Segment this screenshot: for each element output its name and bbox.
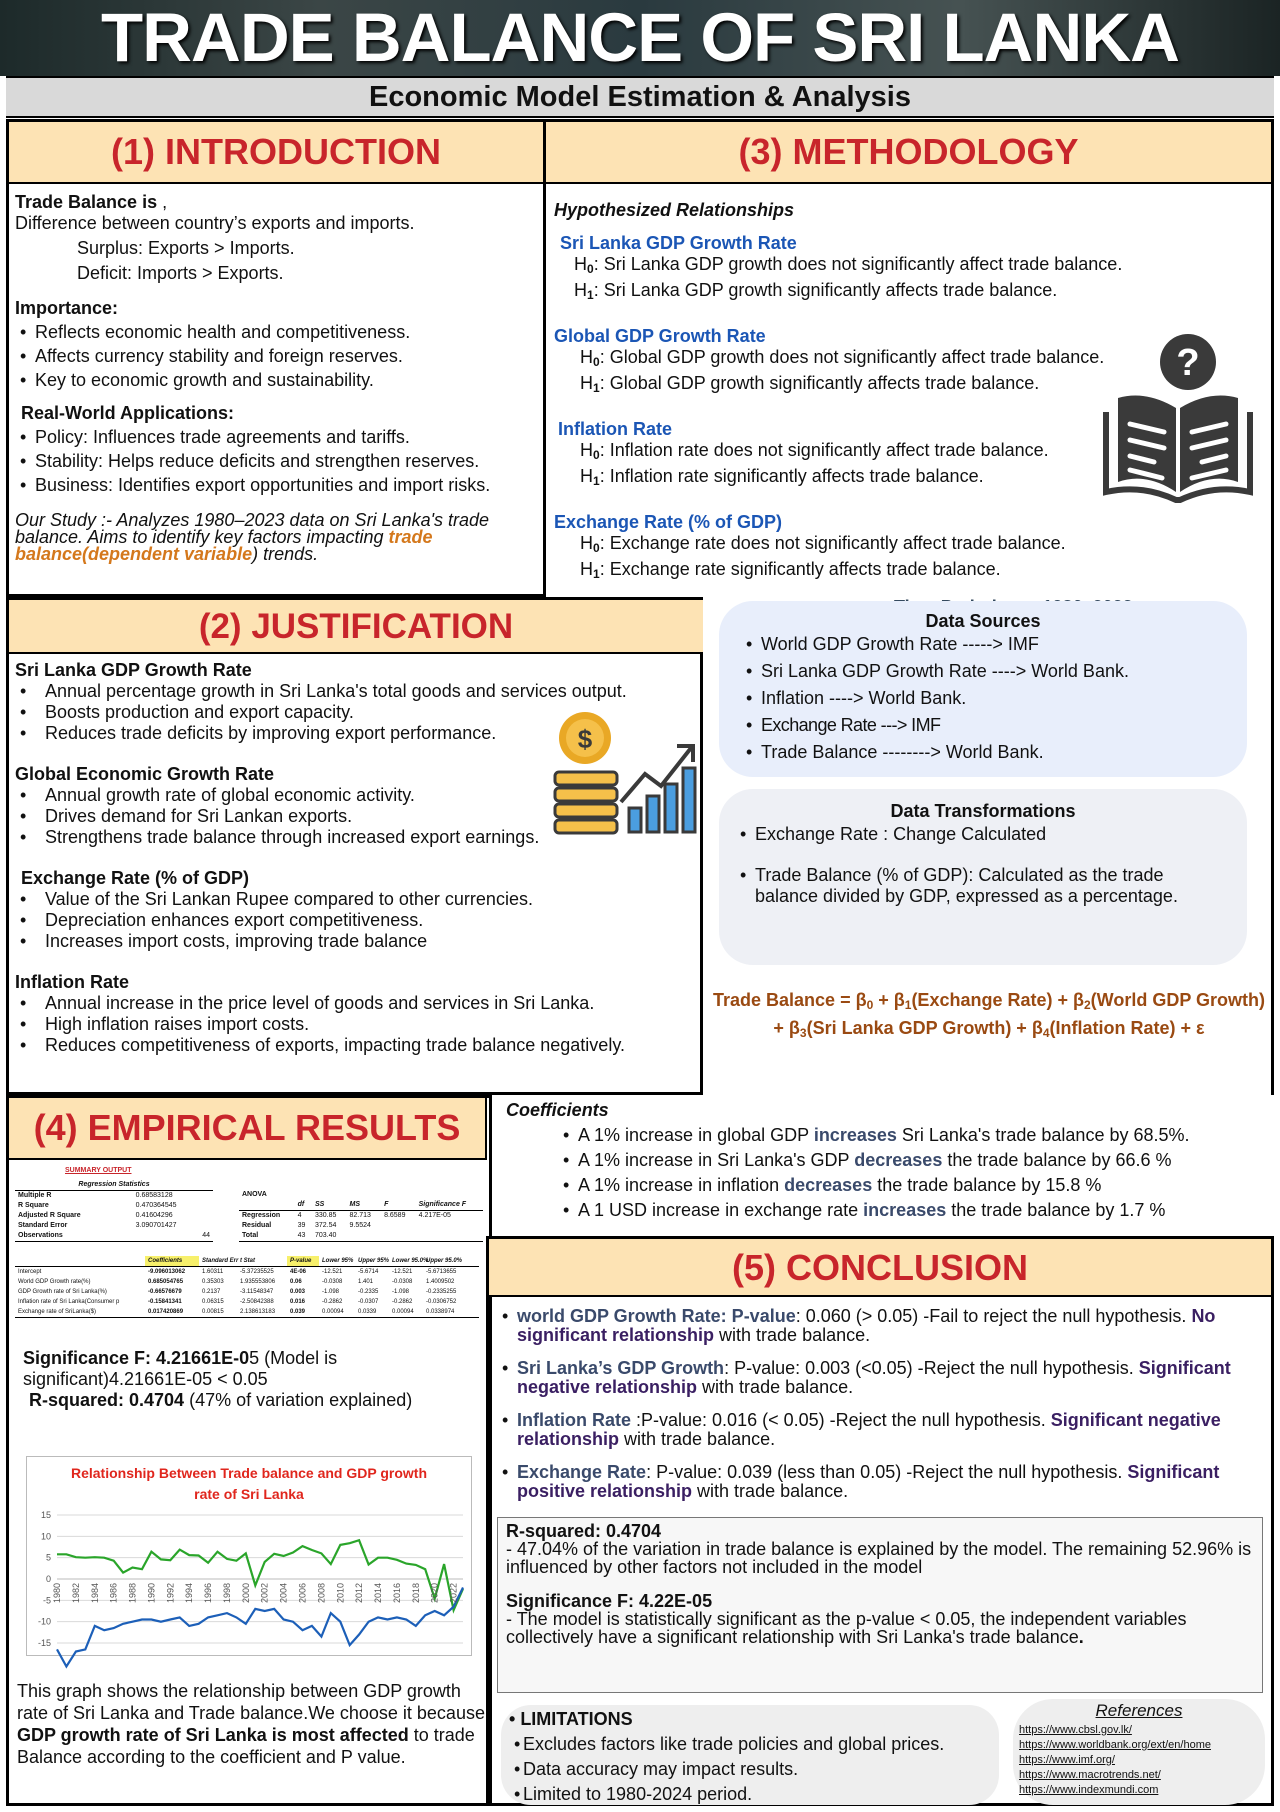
data-sources-list: [741, 634, 1247, 763]
justification-heading: (2) JUSTIFICATION: [9, 600, 703, 654]
y-tick-label: -15: [37, 1638, 51, 1648]
limitations-title: • LIMITATIONS: [509, 1709, 633, 1729]
conclusion-item: • Sri Lanka’s GDP Growth: P-value: 0.003 (<0.05) -Reject the null hypothesis. Significant negative relationship with trade balance.: [497, 1359, 1261, 1397]
x-tick-label: 1986: [108, 1583, 119, 1604]
data-source-item: • Exchange Rate ---> IMF: [741, 715, 1247, 736]
summary-output-table: [15, 1166, 485, 1324]
alt-hypothesis: $H_1$: Sri Lanka GDP growth significantly affects trade balance.: [574, 280, 1058, 302]
empirical-panel: [6, 1095, 492, 1806]
x-tick-label: 2004: [278, 1583, 289, 1604]
justification-item: • High inflation raises import costs.: [15, 1014, 700, 1035]
summary-title: SUMMARY OUTPUT: [65, 1167, 132, 1174]
x-tick-label: 2002: [259, 1583, 270, 1604]
null-hypothesis: $H_0$: Global GDP growth does not significantly affect trade balance.: [580, 347, 1105, 369]
justification-item: • Value of the Sri Lankan Rupee compared to other currencies.: [15, 889, 700, 910]
null-hypothesis: $H_0$: Inflation rate does not significantly affect trade balance.: [580, 440, 1049, 462]
r-squared-explanation: - 47.04% of the variation in trade balance is explained by the model. The remaining 52.96% is influenced by other factors not included in the model: [506, 1539, 1252, 1577]
data-transformations-list: [735, 824, 1227, 907]
significance-explanation: - The model is statistically significant as the p-value < 0.05, the independent variables collectively have a significant relationship with Sri Lanka's trade balance.: [506, 1609, 1187, 1647]
regression-stats-title: Regression Statistics: [15, 1180, 213, 1191]
regression-equation: Trade Balance = $\beta_0$ + $\beta_1(Exchange$ Rate) + $\beta_2(World$ GDP Growth) + $\beta_3(Sri$ Lanka GDP Growth) + $\beta_4(Inflation$ Rate) + ε: [713, 990, 1265, 1040]
null-hypothesis: $H_0$: Exchange rate does not significantly affect trade balance.: [580, 533, 1066, 555]
alt-hypothesis: $H_1$: Global GDP growth significantly affects trade balance.: [580, 373, 1040, 395]
graph-explanation: This graph shows the relationship between GDP growth rate of Sri Lanka and Trade balance.We choose it because GDP growth rate of Sri Lanka is most affected to trade Balance according to the coefficient and P value.: [17, 1681, 485, 1767]
chart-title: Relationship Between Trade balance and GDP growth rate of Sri Lanka: [70, 1465, 428, 1502]
application-item: • Stability: Helps reduce deficits and strengthen reserves.: [15, 451, 537, 472]
coefficients-table: Coefficients Standard Err t Stat P-value Lower 95% Upper 95% Lower 95.0% Upper 95.0% Intercept -9.096013062 1.60311 -5.37235525 4E-06 -12.521 -5.6714 -12.521 -5.6713655 World GDP Growth rate(%) 0.685054765 0.35303 1.935553806 0.06 -0.0308 1.401 -0.0308 1.4009502 GDP Growth rate of Sri Lanka(%) -0.66576679 0.2137 -3.11548347 0.003 -1.098 -0.2335 -1.098 -0.2335255 Inflation rate of Sri Lanka(Consumer p -0.15841341 0.06315 -2.50842388 0.016 -0.2862 -0.0307 -0.2862 -0.0306752 Exchange rate of SriLanka($) 0.017420869 0.00815 2.138613183 0.039 0.00094 0.0339 0.00094 0.0338974: [15, 1256, 479, 1318]
trade-balance-definition-title: Trade Balance is: [15, 192, 158, 212]
y-tick-label: 0: [45, 1574, 51, 1584]
r-squared-label: R-squared: 0.4704: [29, 1390, 185, 1410]
introduction-body: [9, 184, 543, 594]
alt-hypothesis: $H_1$: Exchange rate significantly affects trade balance.: [580, 559, 1001, 581]
coefficient-item: • A 1% increase in Sri Lanka's GDP decreases the trade balance by 66.6 %: [558, 1150, 1266, 1171]
poster-header: [0, 0, 1280, 76]
svg-text:?: ?: [1176, 342, 1200, 384]
x-tick-label: 1998: [221, 1583, 232, 1604]
justification-list: [15, 889, 700, 952]
justification-title: Inflation Rate: [15, 972, 130, 992]
coefficient-item: • A 1% increase in global GDP increases Sri Lanka's trade balance by 68.5%.: [558, 1125, 1266, 1146]
r-squared-title: R-squared: 0.4704: [506, 1521, 662, 1541]
introduction-heading: (1) INTRODUCTION: [9, 122, 543, 184]
references-section: [1019, 1701, 1259, 1798]
references-title: References: [1095, 1701, 1183, 1720]
justification-item: • Annual growth rate of global economic activity.: [15, 785, 700, 806]
methodology-lower: [703, 597, 1274, 1095]
limitation-item: • Excludes factors like trade policies and global prices.: [509, 1734, 989, 1755]
justification-item: • Depreciation enhances export competitiveness.: [15, 910, 700, 931]
x-tick-label: 2008: [316, 1583, 327, 1604]
alt-hypothesis: $H_1$: Inflation rate significantly affects trade balance.: [580, 466, 984, 488]
significance-f-text: 5 (Model is significant)4.21661E-05 < 0.05: [23, 1348, 338, 1389]
x-tick-label: 1996: [203, 1583, 214, 1604]
coefficients-section: [506, 1100, 1266, 1221]
study-text: Our Study :- Analyzes 1980–2023 data on Sri Lanka's trade balance. Aims to identify key factors impacting: [15, 510, 490, 547]
reference-link[interactable]: https://www.worldbank.org/ext/en/home: [1019, 1739, 1211, 1751]
x-tick-label: 2006: [297, 1583, 308, 1604]
reference-link[interactable]: https://www.indexmundi.com: [1019, 1784, 1159, 1796]
methodology-panel: [546, 119, 1274, 597]
y-tick-label: 5: [45, 1552, 51, 1563]
y-tick-label: -10: [37, 1616, 51, 1627]
hypothesis-group-sl: [554, 233, 1271, 306]
svg-text:$: $: [577, 724, 593, 754]
trade-gdp-chart: [26, 1456, 472, 1656]
study-summary: [15, 512, 537, 563]
importance-list: [15, 322, 537, 391]
coefficient-item: • A 1% increase in inflation decreases the trade balance by 15.8 %: [558, 1175, 1266, 1196]
data-source-item: • Inflation ----> World Bank.: [741, 688, 1247, 709]
data-transformation-item: • Trade Balance (% of GDP): Calculated as the trade balance divided by GDP, expressed as a percentage.: [735, 865, 1227, 907]
data-transformation-item: • Exchange Rate : Change Calculated: [735, 824, 1227, 845]
study-tail: ) trends.: [252, 544, 319, 564]
x-tick-label: 1990: [146, 1583, 157, 1604]
r-squared-text: (47% of variation explained): [184, 1390, 413, 1410]
x-tick-label: 2018: [410, 1583, 421, 1604]
deficit-line: Deficit: Imports > Exports.: [77, 263, 284, 283]
conclusion-list: [497, 1307, 1261, 1501]
methodology-heading: (3) METHODOLOGY: [546, 122, 1271, 184]
justification-item: • Boosts production and export capacity.: [15, 702, 700, 723]
application-item: • Business: Identifies export opportunities and import risks.: [15, 475, 537, 496]
growth-coins-icon: [549, 708, 699, 836]
data-source-item: • Sri Lanka GDP Growth Rate ----> World Bank.: [741, 661, 1247, 682]
justification-title: Sri Lanka GDP Growth Rate: [15, 660, 252, 680]
x-tick-label: 1984: [89, 1583, 100, 1604]
book-question-icon: [1098, 332, 1258, 502]
limitation-item: • Limited to 1980-2024 period.: [509, 1784, 989, 1805]
limitations-section: [509, 1709, 989, 1805]
introduction-panel: [6, 119, 546, 597]
conclusion-item: • Inflation Rate :P-value: 0.016 (< 0.05) -Reject the null hypothesis. Significant negative relationship with trade balance.: [497, 1411, 1261, 1449]
hypothesis-title: Exchange Rate (% of GDP): [554, 512, 783, 532]
x-tick-label: 1988: [127, 1583, 138, 1604]
significance-f-label: Significance F: 4.21661E-0: [23, 1348, 250, 1368]
data-sources-box: [719, 601, 1247, 777]
justification-panel: [6, 597, 703, 1095]
x-tick-label: 2016: [391, 1583, 402, 1604]
reference-link[interactable]: https://www.macrotrends.net/: [1019, 1769, 1161, 1781]
significance-title: Significance F: 4.22E-05: [506, 1591, 713, 1611]
applications-title: Real-World Applications:: [21, 403, 235, 423]
y-tick-label: 10: [40, 1531, 51, 1542]
limitations-list: [509, 1734, 989, 1805]
importance-item: • Affects currency stability and foreign reserves.: [15, 346, 537, 367]
hypothesis-title: Inflation Rate: [558, 419, 673, 439]
null-hypothesis: $H_0$: Sri Lanka GDP growth does not significantly affect trade balance.: [574, 254, 1123, 276]
page-subtitle: Economic Model Estimation & Analysis: [6, 76, 1274, 118]
hypotheses-title: Hypothesized Relationships: [554, 200, 795, 220]
y-tick-label: 15: [40, 1510, 51, 1520]
justification-item: • Reduces trade deficits by improving export performance.: [15, 723, 700, 744]
coefficient-item: • A 1 USD increase in exchange rate increases the trade balance by 1.7 %: [558, 1200, 1266, 1221]
importance-item: • Reflects economic health and competitiveness.: [15, 322, 537, 343]
justification-item: • Annual percentage growth in Sri Lanka's total goods and services output.: [15, 681, 700, 702]
importance-item: • Key to economic growth and sustainability.: [15, 370, 537, 391]
hypothesis-group-exchange: [554, 512, 1271, 585]
chart-plot: [27, 1507, 473, 1657]
x-tick-label: 1992: [165, 1583, 176, 1604]
limitation-item: • Data accuracy may impact results.: [509, 1759, 989, 1780]
study-highlight: trade balance(dependent variable: [15, 527, 433, 564]
justification-list: [15, 993, 700, 1056]
coefficients-title: Coefficients: [506, 1100, 609, 1120]
y-tick-label: -5: [42, 1595, 51, 1606]
empirical-heading: (4) EMPIRICAL RESULTS: [9, 1098, 487, 1160]
anova-table: ANOVA df SS MS F Significance F Regression 4 330.85 82.713 8.6589 4.217E-05 Residual 39 372.54 9.5524 Total 43 703.40: [239, 1190, 483, 1242]
application-item: • Policy: Influences trade agreements and tariffs.: [15, 427, 537, 448]
reference-link[interactable]: https://www.cbsl.gov.lk/: [1019, 1724, 1132, 1736]
conclusion-item: • world GDP Growth Rate: P-value: 0.060 (> 0.05) -Fail to reject the null hypothesis. No significant relationship with trade balance.: [497, 1307, 1261, 1345]
x-tick-label: 1982: [70, 1583, 81, 1604]
x-tick-label: 2012: [354, 1583, 365, 1604]
page-title: TRADE BALANCE OF SRI LANKA: [101, 0, 1179, 76]
justification-item: • Reduces competitiveness of exports, impacting trade balance negatively.: [15, 1035, 700, 1056]
coefficients-list: [558, 1125, 1266, 1221]
x-tick-label: 2014: [373, 1583, 384, 1604]
hypothesis-title: Global GDP Growth Rate: [554, 326, 766, 346]
hypothesis-title: Sri Lanka GDP Growth Rate: [560, 233, 797, 253]
data-transformations-title: Data Transformations: [890, 801, 1076, 821]
trade-balance-definition: Difference between country’s exports and imports.: [15, 213, 415, 233]
justification-item: • Drives demand for Sri Lankan exports.: [15, 806, 700, 827]
x-tick-label: 1994: [184, 1583, 195, 1604]
regression-stats-table: Regression Statistics Multiple R 0.68583128 R Square 0.470364545 Adjusted R Square 0.41604296 Standard Error 3.090701427 Observations 44: [15, 1180, 213, 1242]
def-comma: ,: [157, 192, 168, 212]
x-tick-label: 1980: [52, 1583, 62, 1604]
data-source-item: • Trade Balance --------> World Bank.: [741, 742, 1247, 763]
references-list: [1019, 1723, 1259, 1798]
justification-item: • Annual increase in the price level of goods and services in Sri Lanka.: [15, 993, 700, 1014]
x-tick-label: 2020: [429, 1583, 440, 1604]
model-summary-box: [497, 1517, 1263, 1693]
justification-title: Global Economic Growth Rate: [15, 764, 275, 784]
data-transformations-box: [719, 789, 1247, 965]
conclusion-panel: [486, 1236, 1274, 1806]
applications-list: [15, 427, 537, 496]
x-tick-label: 2022: [448, 1583, 459, 1604]
model-significance: [23, 1348, 463, 1411]
data-sources-title: Data Sources: [925, 611, 1041, 631]
conclusion-heading: (5) CONCLUSION: [489, 1239, 1271, 1297]
conclusion-item: • Exchange Rate: P-value: 0.039 (less than 0.05) -Reject the null hypothesis. Significant positive relationship with trade balance.: [497, 1463, 1261, 1501]
x-tick-label: 2000: [240, 1583, 251, 1604]
data-source-item: • World GDP Growth Rate -----> IMF: [741, 634, 1247, 655]
anova-title: ANOVA: [242, 1191, 267, 1198]
justification-title: Exchange Rate (% of GDP): [21, 868, 250, 888]
justification-item: • Strengthens trade balance through increased export earnings.: [15, 827, 700, 848]
x-tick-label: 2010: [335, 1583, 346, 1604]
importance-title: Importance:: [15, 298, 119, 318]
justification-item: • Increases import costs, improving trade balance: [15, 931, 700, 952]
surplus-line: Surplus: Exports > Imports.: [77, 238, 295, 258]
reference-link[interactable]: https://www.imf.org/: [1019, 1754, 1115, 1766]
